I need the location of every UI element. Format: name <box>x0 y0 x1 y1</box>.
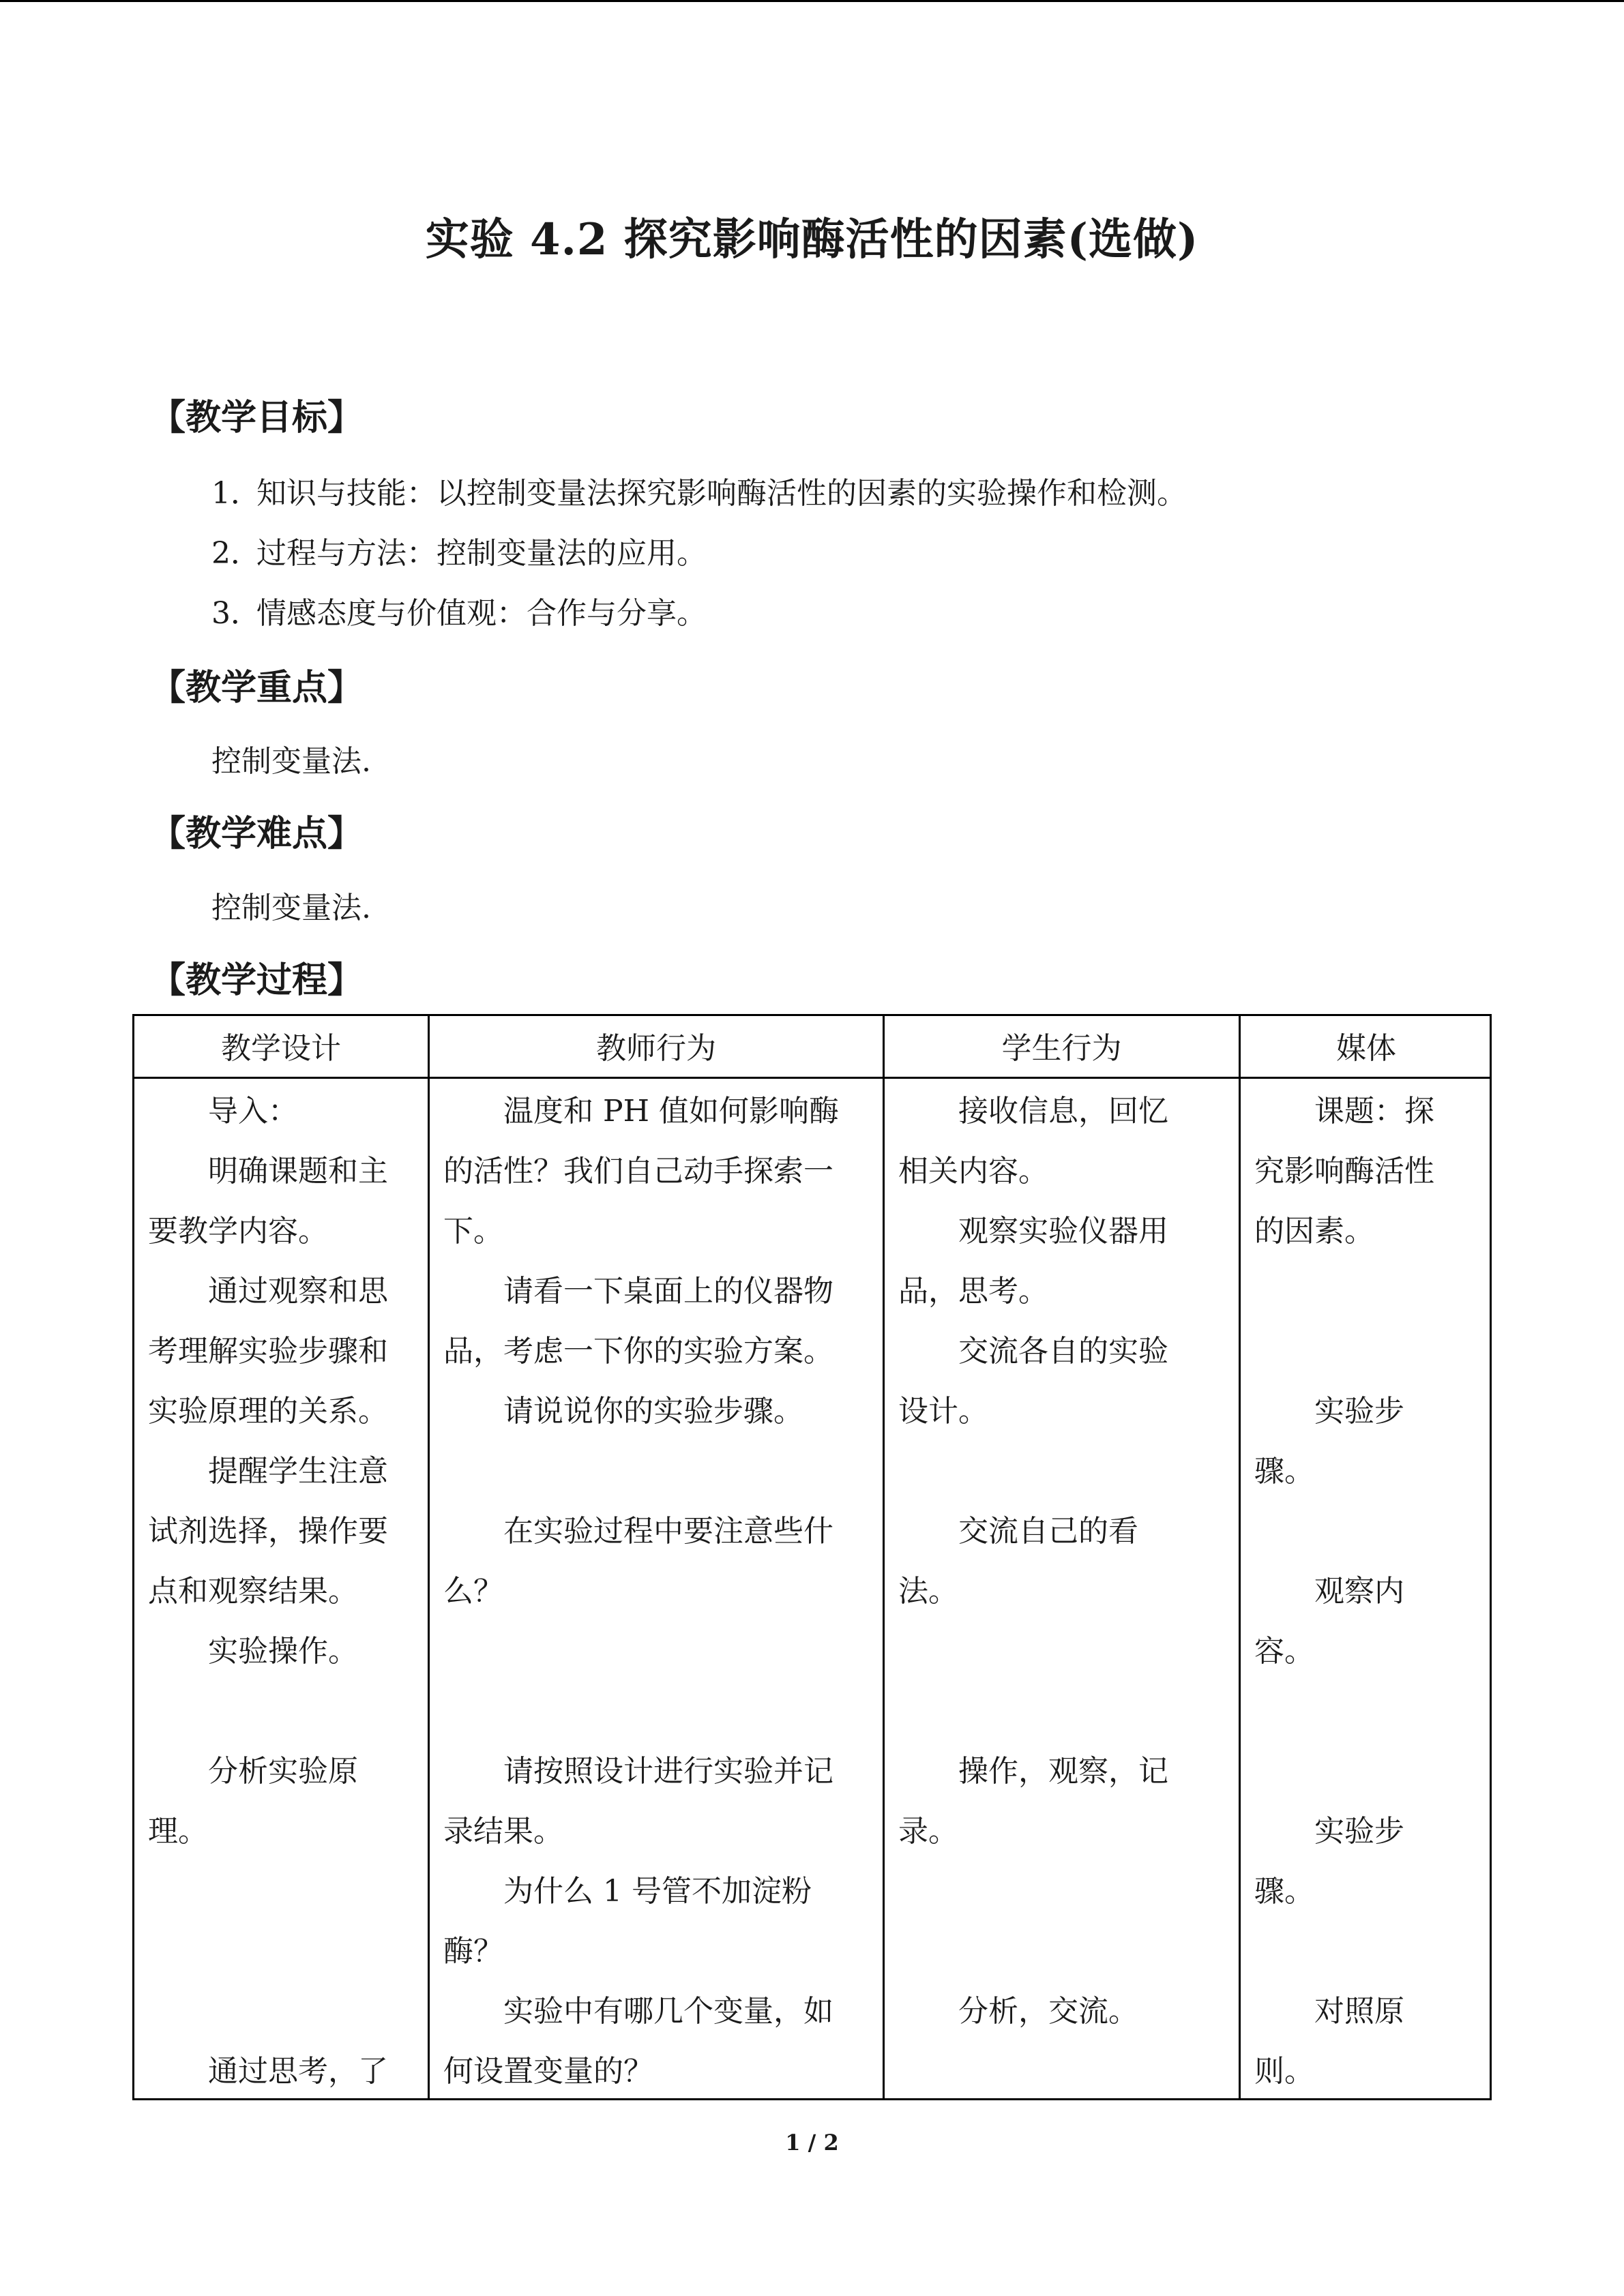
cell-line: 通过思考，了 <box>148 2054 388 2089</box>
cell-line <box>1254 1682 1489 1742</box>
cell-line <box>148 1862 421 1922</box>
cell-line: 理。 <box>148 1814 208 1849</box>
cell-line <box>898 1442 1236 1502</box>
cell-line: 酶？ <box>443 1934 503 1969</box>
cell-line: 交流各自的实验 <box>898 1334 1168 1369</box>
cell-line: 设计。 <box>898 1394 988 1429</box>
cell-line: 的因素。 <box>1254 1214 1374 1249</box>
key-points-heading: 【教学重点】 <box>150 668 364 709</box>
cell-line: 实验步 <box>1254 1394 1404 1429</box>
objective-number: 2． <box>211 536 261 571</box>
cell-line: 明确课题和主 <box>148 1154 388 1189</box>
cell-line: 相关内容。 <box>898 1154 1048 1189</box>
process-heading: 【教学过程】 <box>150 960 364 1001</box>
cell-line: 请看一下桌面上的仪器物 <box>443 1274 833 1309</box>
cell-line <box>148 1922 421 1982</box>
cell-line: 考理解实验步骤和 <box>148 1334 388 1369</box>
cell-line: 操作，观察，记 <box>898 1754 1168 1789</box>
cell-line <box>898 1862 1236 1922</box>
document-title: 实验 4.2 探究影响酶活性的因素(选做) <box>425 214 1199 265</box>
cell-line: 对照原 <box>1254 1994 1404 2029</box>
objective-text: 知识与技能：以控制变量法探究影响酶活性的因素的实验操作和检测。 <box>256 476 1187 511</box>
cell-line <box>898 1682 1236 1742</box>
cell-line <box>1254 1922 1489 1982</box>
cell-line <box>1254 1262 1489 1322</box>
cell-line: 观察实验仪器用 <box>898 1214 1168 1249</box>
objective-text: 情感态度与价值观：合作与分享。 <box>256 596 707 631</box>
objective-item <box>211 524 1187 584</box>
cell-line <box>148 1982 421 2042</box>
page-number: 1 / 2 <box>785 2130 839 2156</box>
cell-line <box>1254 1742 1489 1802</box>
cell-line: 请按照设计进行实验并记 <box>443 1754 833 1789</box>
cell-line: 下。 <box>443 1214 503 1249</box>
top-border-rule <box>0 0 1624 2</box>
cell-line: 实验中有哪几个变量，如 <box>443 1994 833 2029</box>
cell-line <box>1254 1502 1489 1562</box>
cell-line: 在实验过程中要注意些什 <box>443 1514 833 1549</box>
cell-line: 究影响酶活性 <box>1254 1154 1434 1189</box>
table-header-design: 教学设计 <box>221 1031 341 1066</box>
cell-line: 录。 <box>898 1814 958 1849</box>
cell-line <box>898 1922 1236 1982</box>
table-header-teacher: 教师行为 <box>596 1031 716 1066</box>
cell-line <box>148 1682 421 1742</box>
cell-line: 的活性？我们自己动手探索一 <box>443 1154 833 1189</box>
objective-item <box>211 584 1187 644</box>
cell-line: 容。 <box>1254 1634 1314 1669</box>
cell-line: 实验操作。 <box>148 1634 358 1669</box>
key-points-text: 控制变量法. <box>211 744 371 779</box>
cell-line <box>443 1682 880 1742</box>
cell-line: 录结果。 <box>443 1814 563 1849</box>
cell-line: 品，思考。 <box>898 1274 1048 1309</box>
cell-line: 骤。 <box>1254 1874 1314 1909</box>
cell-line: 导入： <box>148 1094 298 1129</box>
cell-line: 实验步 <box>1254 1814 1404 1849</box>
cell-line: 为什么 1 号管不加淀粉 <box>443 1874 812 1909</box>
cell-line: 何设置变量的？ <box>443 2054 653 2089</box>
cell-line: 么？ <box>443 1574 503 1609</box>
cell-line: 观察内 <box>1254 1574 1404 1609</box>
objectives-heading: 【教学目标】 <box>150 398 364 438</box>
difficulties-text: 控制变量法. <box>211 891 371 925</box>
table-cell-media <box>1254 1082 1489 2102</box>
cell-line: 接收信息，回忆 <box>898 1094 1168 1129</box>
cell-line: 骤。 <box>1254 1454 1314 1489</box>
objectives-list <box>211 464 1187 644</box>
cell-line: 品，考虑一下你的实验方案。 <box>443 1334 833 1369</box>
cell-line <box>898 1622 1236 1682</box>
cell-line: 分析实验原 <box>148 1754 358 1789</box>
table-column-divider <box>428 1016 430 2098</box>
table-cell-design <box>148 1082 421 2102</box>
table-cell-teacher <box>443 1082 880 2102</box>
objective-text: 过程与方法：控制变量法的应用。 <box>256 536 707 571</box>
objective-number: 1． <box>211 476 261 511</box>
table-column-divider <box>1239 1016 1241 2098</box>
cell-line <box>443 1442 880 1502</box>
objective-item <box>211 464 1187 524</box>
table-column-divider <box>883 1016 885 2098</box>
cell-line: 试剂选择，操作要 <box>148 1514 388 1549</box>
cell-line: 温度和 PH 值如何影响酶 <box>443 1094 839 1129</box>
cell-line: 交流自己的看 <box>898 1514 1138 1549</box>
table-header-media: 媒体 <box>1336 1031 1396 1066</box>
difficulties-heading: 【教学难点】 <box>150 814 364 854</box>
cell-line: 点和观察结果。 <box>148 1574 358 1609</box>
objective-number: 3． <box>211 596 261 631</box>
cell-line: 分析，交流。 <box>898 1994 1138 2029</box>
cell-line: 要教学内容。 <box>148 1214 328 1249</box>
table-cell-student <box>898 1082 1236 2102</box>
teaching-process-table <box>132 1014 1492 2100</box>
table-header-student: 学生行为 <box>1001 1031 1122 1066</box>
cell-line: 通过观察和思 <box>148 1274 388 1309</box>
cell-line: 则。 <box>1254 2054 1314 2089</box>
cell-line: 提醒学生注意 <box>148 1454 388 1489</box>
cell-line: 请说说你的实验步骤。 <box>443 1394 803 1429</box>
cell-line: 法。 <box>898 1574 958 1609</box>
cell-line: 课题：探 <box>1254 1094 1434 1129</box>
cell-line <box>443 1622 880 1682</box>
cell-line <box>1254 1322 1489 1382</box>
cell-line <box>898 2042 1236 2102</box>
cell-line: 实验原理的关系。 <box>148 1394 388 1429</box>
